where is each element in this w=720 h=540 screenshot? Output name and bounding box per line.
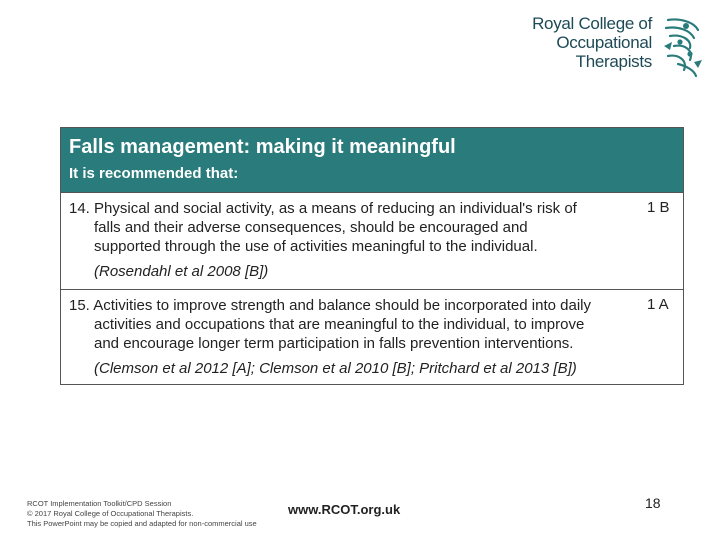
recommendation-line: 14. Physical and social activity, as a means of reducing an individual's risk of: [69, 200, 577, 217]
recommendation-line: activities and occupations that are meaningful to the individual, to improve: [94, 316, 585, 333]
panel-title: Falls management: making it meaningful: [69, 136, 456, 158]
logo-line-2: Occupational: [556, 33, 652, 52]
recommendation-line: supported through the use of activities meaningful to the individual.: [94, 238, 538, 255]
logo-line-1: Royal College of: [532, 14, 652, 33]
recommendation-text: [69, 199, 629, 281]
recommendations-panel: [60, 127, 684, 385]
logo-line-3: Therapists: [575, 52, 652, 71]
recommendation-grade: 1 B: [647, 199, 670, 216]
recommendation-grade: 1 A: [647, 296, 669, 313]
footer-line: © 2017 Royal College of Occupational Therapists.: [27, 509, 194, 518]
recommendation-text: [69, 296, 629, 378]
recommendation-line: falls and their adverse consequences, should be encouraged and: [94, 219, 528, 236]
footer-line: RCOT Implementation Toolkit/CPD Session: [27, 499, 172, 508]
footer-line: This PowerPoint may be copied and adapted for non-commercial use: [27, 519, 257, 528]
panel-header: [61, 128, 683, 193]
page-number: 18: [645, 495, 661, 511]
recommendation-line: 15. Activities to improve strength and balance should be incorporated into daily: [69, 297, 591, 314]
recommendation-line: and encourage longer term participation in falls prevention interventions.: [94, 335, 574, 352]
footer-website-link[interactable]: www.RCOT.org.uk: [288, 502, 401, 517]
recommendation-row: [61, 290, 683, 384]
panel-subtitle: It is recommended that:: [69, 165, 239, 182]
recommendation-reference: (Rosendahl et al 2008 [B]): [94, 263, 269, 280]
logo-text: [530, 14, 652, 71]
recommendation-row: [61, 193, 683, 290]
logo-emblem-icon: [660, 16, 704, 78]
rcot-logo: [530, 14, 710, 80]
recommendation-reference: (Clemson et al 2012 [A]; Clemson et al 2010 [B]; Pritchard et al 2013 [B]): [94, 360, 577, 377]
footer-copyright: [27, 499, 257, 529]
